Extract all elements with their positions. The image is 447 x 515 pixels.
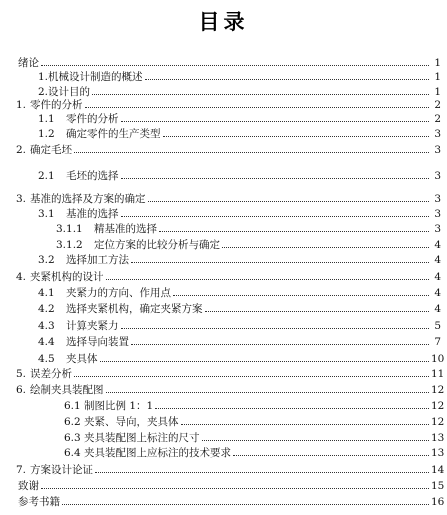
toc-entry-text: 选择加工方法 (66, 254, 129, 266)
toc-entry-page-number: 5 (434, 320, 441, 332)
toc-entry-label (38, 113, 119, 125)
toc-entry-number: 6. (16, 384, 27, 396)
toc-entry-page-number: 7 (434, 336, 441, 348)
toc-entry-number: 2.1 (38, 170, 55, 182)
toc-entry[interactable] (0, 142, 447, 156)
toc-entry-page-number: 3 (434, 170, 441, 182)
toc-entry-number: 1.2 (38, 128, 55, 140)
toc-entry[interactable] (0, 334, 447, 348)
toc-entry-text: 6.3 夹具装配图上标注的尺寸 (64, 432, 200, 444)
toc-entry[interactable] (0, 382, 447, 396)
toc-entry-number: 3.1.1 (56, 223, 83, 235)
toc-entry-label (64, 432, 200, 444)
toc-leader-dots (131, 344, 429, 345)
toc-entry[interactable] (0, 97, 447, 111)
toc-entry[interactable] (0, 301, 447, 315)
toc-leader-dots (121, 178, 430, 179)
toc-entry[interactable] (0, 252, 447, 266)
toc-entry-page-number: 3 (434, 193, 441, 205)
toc-entry-text: 绘制夹具装配图 (30, 384, 104, 396)
toc-entry-number: 4.1 (38, 287, 55, 299)
toc-entry-text: 绪论 (18, 57, 39, 69)
toc-entry-text: 选择导向装置 (66, 336, 129, 348)
toc-entry-page-number: 14 (431, 464, 445, 476)
toc-entry-text: 确定零件的生产类型 (66, 128, 161, 140)
toc-leader-dots (41, 65, 429, 66)
toc-entry-label (16, 368, 72, 380)
toc-entry-text: 毛坯的选择 (66, 170, 119, 182)
toc-entry-number: 3.1 (38, 208, 55, 220)
toc-entry[interactable] (0, 318, 447, 332)
toc-entry-text: 6.2 夹紧、导向，夹具体 (64, 416, 179, 428)
toc-entry-label (64, 400, 153, 412)
toc-entry-text: 参考书籍 (18, 496, 60, 508)
toc-entry-text: 夹紧力的方向、作用点 (66, 287, 171, 299)
toc-leader-dots (205, 311, 430, 312)
toc-entry-label (38, 208, 119, 220)
toc-entry[interactable] (0, 351, 447, 365)
toc-leader-dots (62, 504, 429, 505)
toc-entry[interactable] (0, 494, 447, 508)
toc-entry[interactable] (0, 366, 447, 380)
toc-entry[interactable] (0, 414, 447, 428)
toc-entry-text: 致谢 (18, 480, 39, 492)
toc-entry-page-number: 16 (431, 496, 445, 508)
toc-entry-text: 零件的分析 (30, 99, 83, 111)
toc-entry-page-number: 10 (431, 353, 445, 365)
toc-entry-number: 3.2 (38, 254, 55, 266)
toc-leader-dots (106, 279, 429, 280)
toc-entry-page-number: 2 (434, 99, 441, 111)
toc-entry-text: 确定毛坯 (30, 144, 73, 156)
toc-entry-label (38, 336, 129, 348)
toc-entry-number: 4. (16, 271, 27, 283)
toc-entry-label (56, 223, 157, 235)
toc-entry-label (16, 193, 146, 205)
toc-leader-dots (163, 136, 430, 137)
toc-leader-dots (74, 152, 429, 153)
toc-entry-label (16, 384, 104, 396)
toc-entry-page-number: 3 (434, 144, 441, 156)
toc-leader-dots (233, 455, 429, 456)
toc-entry-number: 4.3 (38, 320, 55, 332)
toc-entry[interactable] (0, 269, 447, 283)
toc-entry-page-number: 13 (431, 447, 445, 459)
toc-leader-dots (121, 216, 430, 217)
toc-entry[interactable] (0, 462, 447, 476)
toc-entry[interactable] (0, 206, 447, 220)
toc-entry-text: 计算夹紧力 (66, 320, 119, 332)
toc-entry-page-number: 12 (431, 416, 445, 428)
toc-entry-text: 定位方案的比较分析与确定 (94, 239, 220, 251)
toc-entry[interactable] (0, 69, 447, 83)
toc-entry-text: 基准的选择 (66, 208, 119, 220)
toc-entry-number: 4.2 (38, 303, 55, 315)
toc-entry[interactable] (0, 221, 447, 235)
toc-entry-text: 夹具体 (66, 353, 98, 365)
page-title: 目录 (198, 10, 249, 34)
toc-entry-label (16, 99, 83, 111)
toc-entry-label (38, 353, 98, 365)
toc-entry-page-number: 2 (434, 113, 441, 125)
toc-entry-number: 7. (16, 464, 27, 476)
toc-entry-label (18, 496, 60, 508)
toc-entry[interactable] (0, 445, 447, 459)
toc-leader-dots (100, 361, 430, 362)
toc-entry-number: 4.5 (38, 353, 55, 365)
toc-entry-page-number: 4 (434, 303, 441, 315)
toc-entry-number: 2. (16, 144, 27, 156)
toc-entry-text: 选择夹紧机构，确定夹紧方案 (66, 303, 203, 315)
toc-entry[interactable] (0, 285, 447, 299)
toc-leader-dots (159, 231, 429, 232)
toc-leader-dots (74, 376, 429, 377)
toc-entry[interactable] (0, 168, 447, 182)
toc-entry-label (64, 447, 231, 459)
toc-entry[interactable] (0, 126, 447, 140)
toc-entry-text: 6.4 夹具装配图上应标注的技术要求 (64, 447, 232, 459)
toc-entry-label (56, 239, 220, 251)
toc-entry-number: 4.4 (38, 336, 55, 348)
toc-entry-text: 基准的选择及方案的确定 (30, 193, 146, 205)
toc-leader-dots (95, 472, 429, 473)
toc-leader-dots (202, 440, 429, 441)
toc-entry-text: 误差分析 (30, 368, 73, 380)
toc-entry[interactable] (0, 55, 447, 69)
toc-entry-label (16, 271, 104, 283)
toc-entry-label (38, 320, 119, 332)
toc-entry-number: 3.1.2 (56, 239, 83, 251)
toc-entry[interactable] (0, 191, 447, 205)
toc-entry-label (38, 71, 143, 83)
toc-leader-dots (41, 488, 429, 489)
toc-entry-number: 1. (16, 99, 27, 111)
toc-entry-text: 方案设计论证 (30, 464, 94, 476)
toc-entry[interactable] (0, 398, 447, 412)
toc-entry-label (18, 480, 39, 492)
toc-leader-dots (181, 424, 429, 425)
toc-leader-dots (121, 328, 430, 329)
toc-entry-page-number: 4 (434, 287, 441, 299)
toc-entry-label (38, 128, 161, 140)
toc-entry-page-number: 15 (431, 480, 445, 492)
toc-entry-number: 3. (16, 193, 27, 205)
toc-entry-label (64, 416, 179, 428)
toc-leader-dots (145, 79, 429, 80)
toc-entry-page-number: 3 (434, 223, 441, 235)
toc-leader-dots (121, 121, 430, 122)
toc-entry[interactable] (0, 111, 447, 125)
toc-entry-number: 1.1 (38, 113, 55, 125)
toc-entry-text: 2.设计目的 (38, 86, 91, 98)
toc-leader-dots (85, 107, 429, 108)
toc-leader-dots (155, 408, 429, 409)
toc-entry[interactable] (0, 84, 447, 98)
toc-entry-text: 1.机械设计制造的概述 (38, 71, 143, 83)
toc-entry-page-number: 3 (434, 208, 441, 220)
toc-entry-page-number: 4 (434, 254, 441, 266)
toc-entry-text: 夹紧机构的设计 (30, 271, 104, 283)
toc-entry-page-number: 4 (434, 271, 441, 283)
toc-leader-dots (148, 201, 429, 202)
toc-leader-dots (173, 295, 429, 296)
toc-entry-page-number: 4 (434, 239, 441, 251)
toc-leader-dots (92, 94, 429, 95)
toc-entry-page-number: 12 (431, 384, 445, 396)
toc-leader-dots (222, 247, 429, 248)
toc-entry-label (16, 464, 93, 476)
toc-entry-page-number: 1 (434, 57, 441, 69)
toc-entry-label (38, 287, 171, 299)
toc-entry-label (38, 303, 203, 315)
toc-entry-page-number: 1 (434, 86, 441, 98)
toc-entry-label (38, 170, 119, 182)
toc-entry-text: 6.1 制图比例 1：1 (64, 400, 154, 412)
toc-entry-number: 5. (16, 368, 27, 380)
toc-entry-page-number: 11 (431, 368, 445, 380)
toc-entry[interactable] (0, 237, 447, 251)
toc-entry-text: 零件的分析 (66, 113, 119, 125)
toc-entry-label (16, 144, 72, 156)
toc-entry-page-number: 3 (434, 128, 441, 140)
toc-entry-page-number: 12 (431, 400, 445, 412)
toc-leader-dots (106, 392, 429, 393)
toc-leader-dots (131, 262, 429, 263)
toc-entry-page-number: 13 (431, 432, 445, 444)
toc-entry[interactable] (0, 478, 447, 492)
toc-entry-page-number: 1 (434, 71, 441, 83)
toc-entry[interactable] (0, 430, 447, 444)
toc-entry-label (38, 254, 129, 266)
toc-entry-label (18, 57, 39, 69)
toc-entry-text: 精基准的选择 (94, 223, 157, 235)
